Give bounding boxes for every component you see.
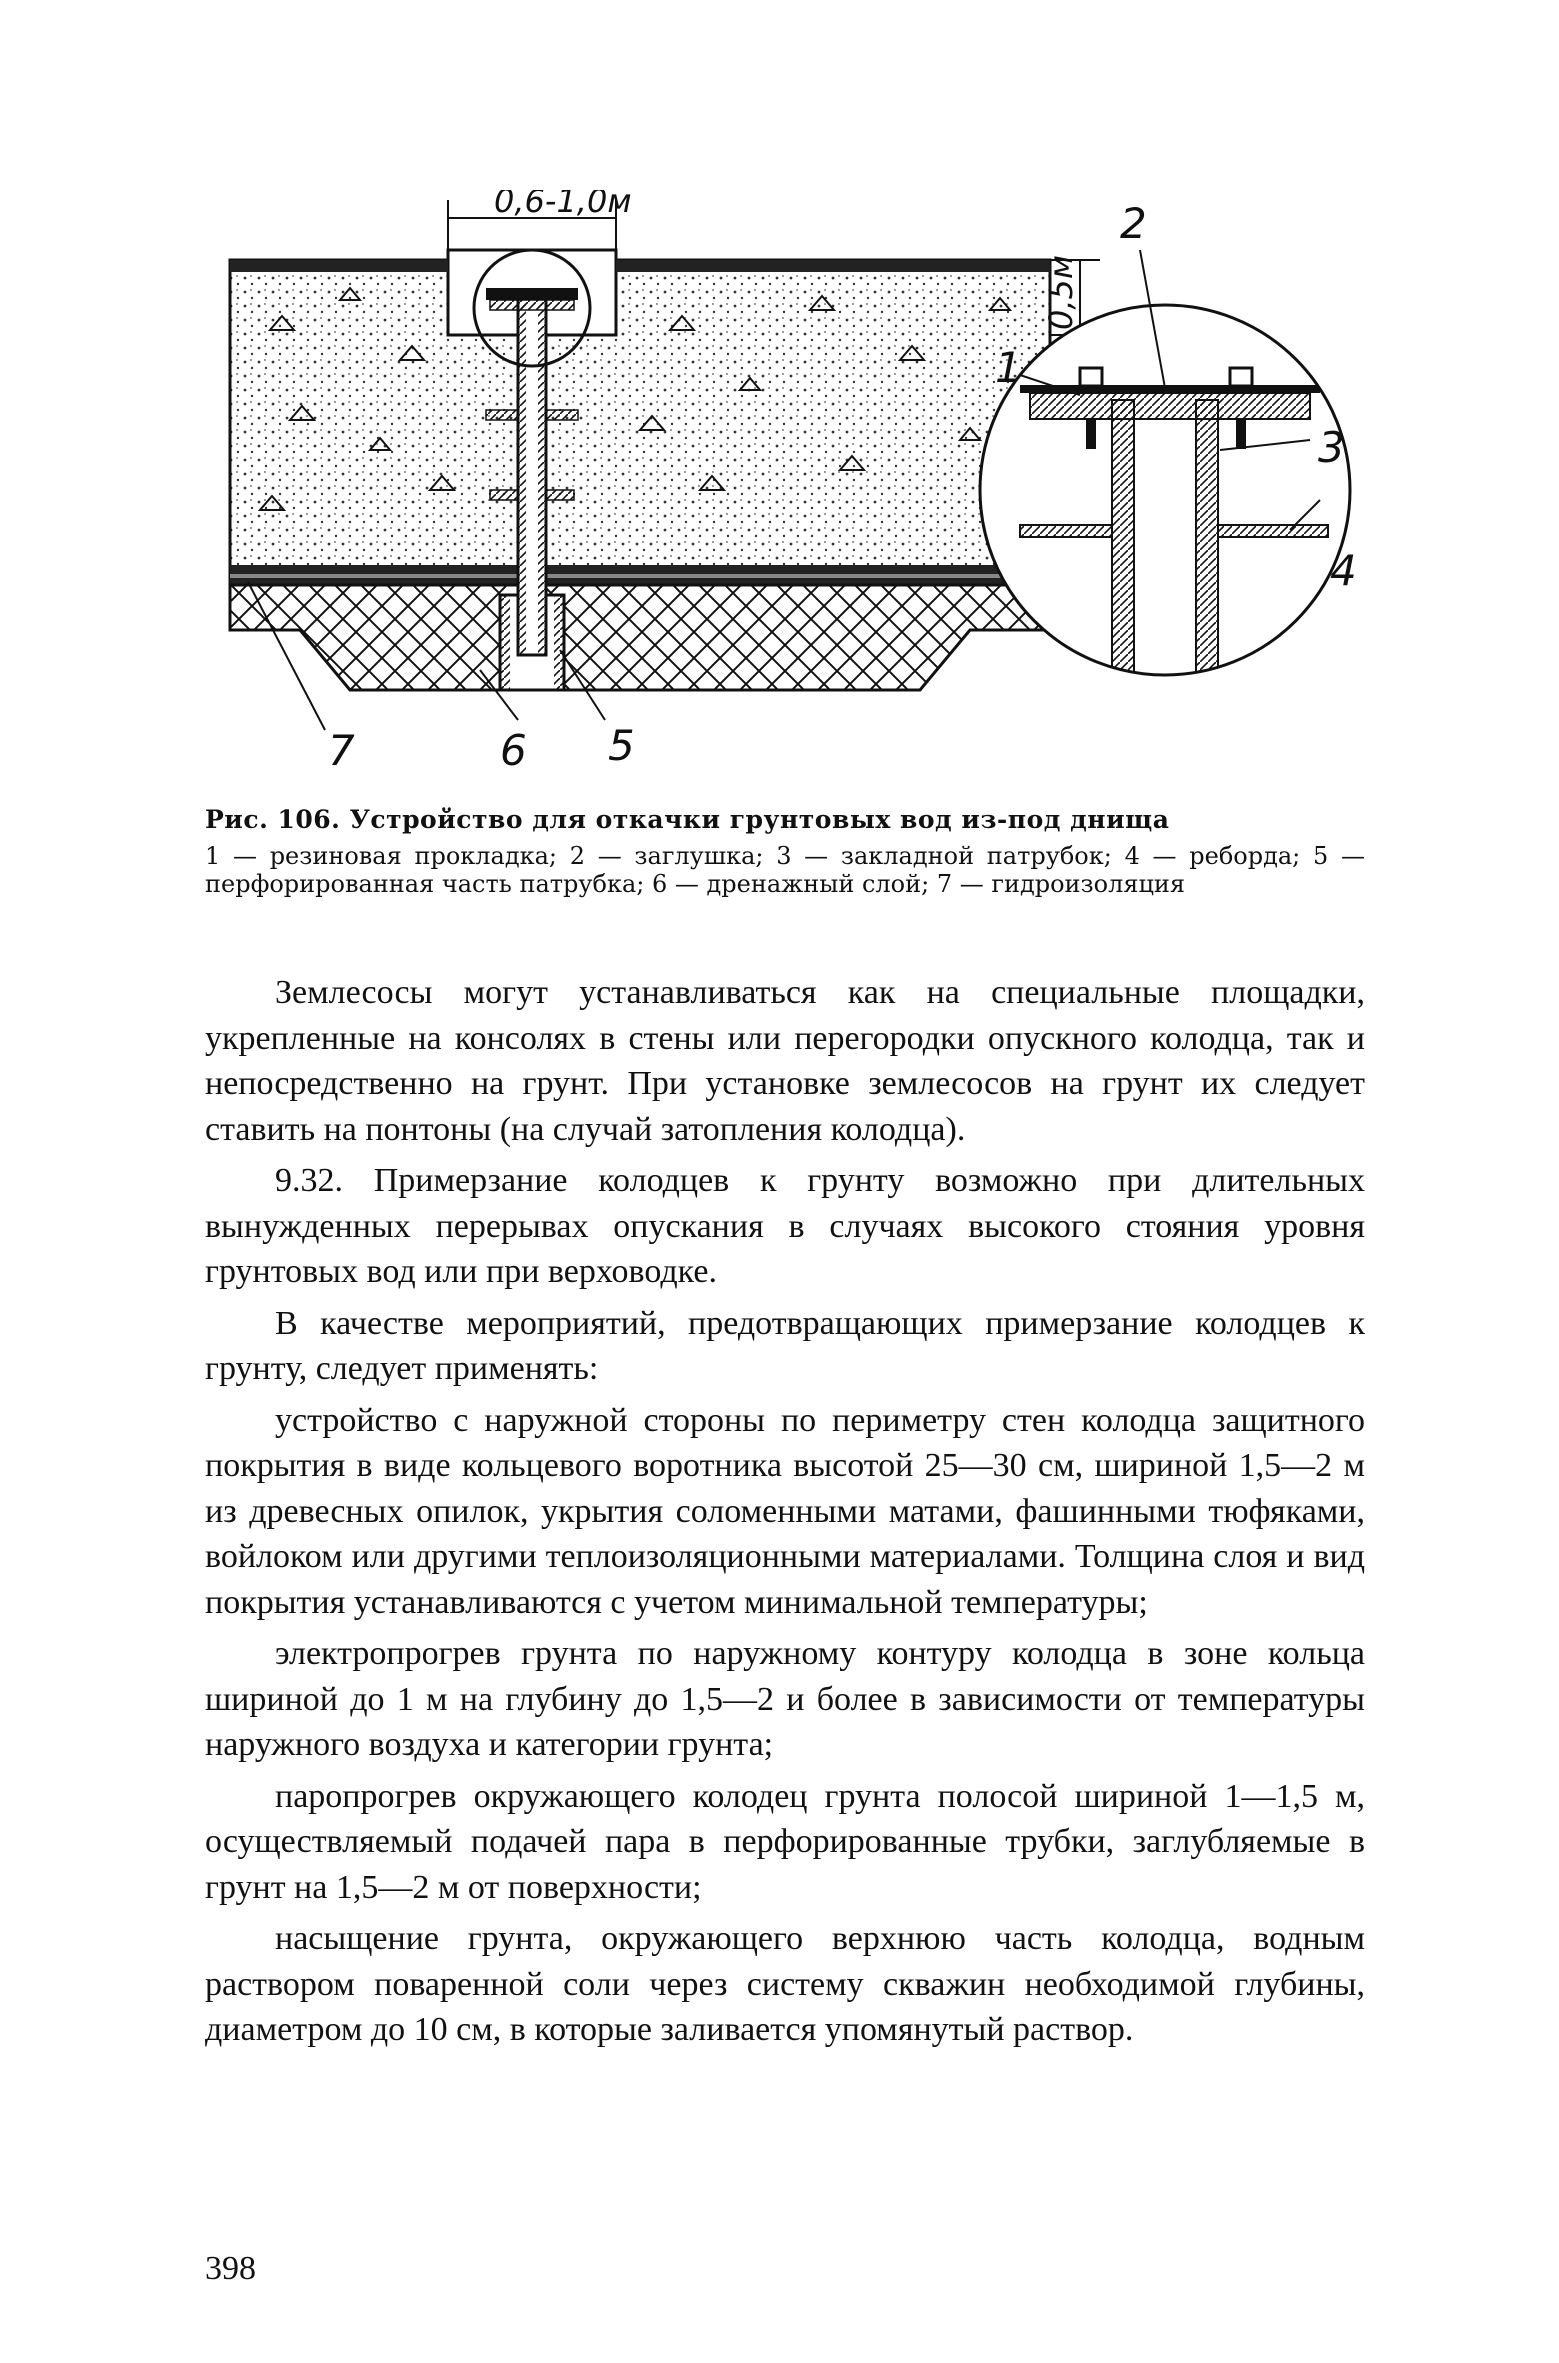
dim-depth-top-label: 0,5м <box>1042 254 1080 330</box>
figure-label-5: 5 <box>608 721 635 770</box>
caption-legend <box>205 842 1365 898</box>
legend-item: 1 — резиновая прокладка; <box>205 842 558 870</box>
section-view <box>230 190 1100 770</box>
legend-item: 2 — заглушка; <box>569 842 764 870</box>
figure-label-6: 6 <box>500 726 527 770</box>
drainage-diagram <box>200 190 1370 770</box>
paragraph: устройство с наружной стороны по периметру стен колодца защитного покрытия в виде кольцевого воротника высотой 25—30 см, шириной 1,5—2 м из древесных опилок, укрытия соломенными матами, фашинными тюфяками, войлоком или другими теплоизоляционными материалами. Толщина слоя и вид покрытия устанавливаются с учетом минимальной температуры; <box>205 1401 1365 1621</box>
paragraph: Землесосы могут устанавливаться как на специальные площадки, укрепленные на консолях в стены или перегородки опускного колодца, так и непосредственно на грунт. При установке землесосов на грунт их следует ставить на понтоны (на случай затопления колодца). <box>205 974 1365 1148</box>
figure-label-7: 7 <box>328 726 355 770</box>
dim-width-label: 0,6-1,0м <box>494 190 632 220</box>
body-text <box>205 970 1365 2059</box>
figure-caption <box>205 805 1365 898</box>
figure-label-4: 4 <box>1330 546 1357 595</box>
paragraph: электропрогрев грунта по наружному контуру колодца в зоне кольца шириной до 1 м на глубину до 1,5—2 и более в зависимости от температуры наружного воздуха и категории грунта; <box>205 1635 1365 1763</box>
paragraph: насыщение грунта, окружающего верхнюю часть колодца, водным раствором поваренной соли через систему скважин необходимой глубины, диаметром до 10 см, в которые заливается упомянутый раствор. <box>205 1920 1365 2048</box>
caption-title: Рис. 106. Устройство для откачки грунтовых вод из-под днища <box>205 805 1170 834</box>
figure-drainage-device <box>200 190 1370 770</box>
page-number: 398 <box>205 2250 256 2287</box>
figure-label-1: 1 <box>995 343 1022 392</box>
legend-item: 4 — реборда; <box>1124 842 1301 870</box>
legend-item: 5 — перфорированная часть патрубка; <box>205 842 1365 898</box>
legend-item: 6 — дренажный слой; <box>652 870 930 898</box>
figure-label-2: 2 <box>1120 199 1147 248</box>
legend-item: 3 — закладной патрубок; <box>776 842 1112 870</box>
paragraph: паропрогрев окружающего колодец грунта полосой шириной 1—1,5 м, осуществляемый подачей пара в перфорированные трубки, заглубляемые в грунт на 1,5—2 м от поверхности; <box>205 1777 1365 1906</box>
legend-item: 7 — гидроизоляция <box>936 870 1186 898</box>
paragraph: В качестве мероприятий, предотвращающих примерзание колодцев к грунту, следует применять: <box>205 1304 1365 1387</box>
paragraph: 9.32. Примерзание колодцев к грунту возможно при длительных вынужденных перерывах опускания в случаях высокого стояния уровня грунтовых вод или при верховодке. <box>205 1162 1365 1290</box>
figure-label-3: 3 <box>1318 423 1345 472</box>
